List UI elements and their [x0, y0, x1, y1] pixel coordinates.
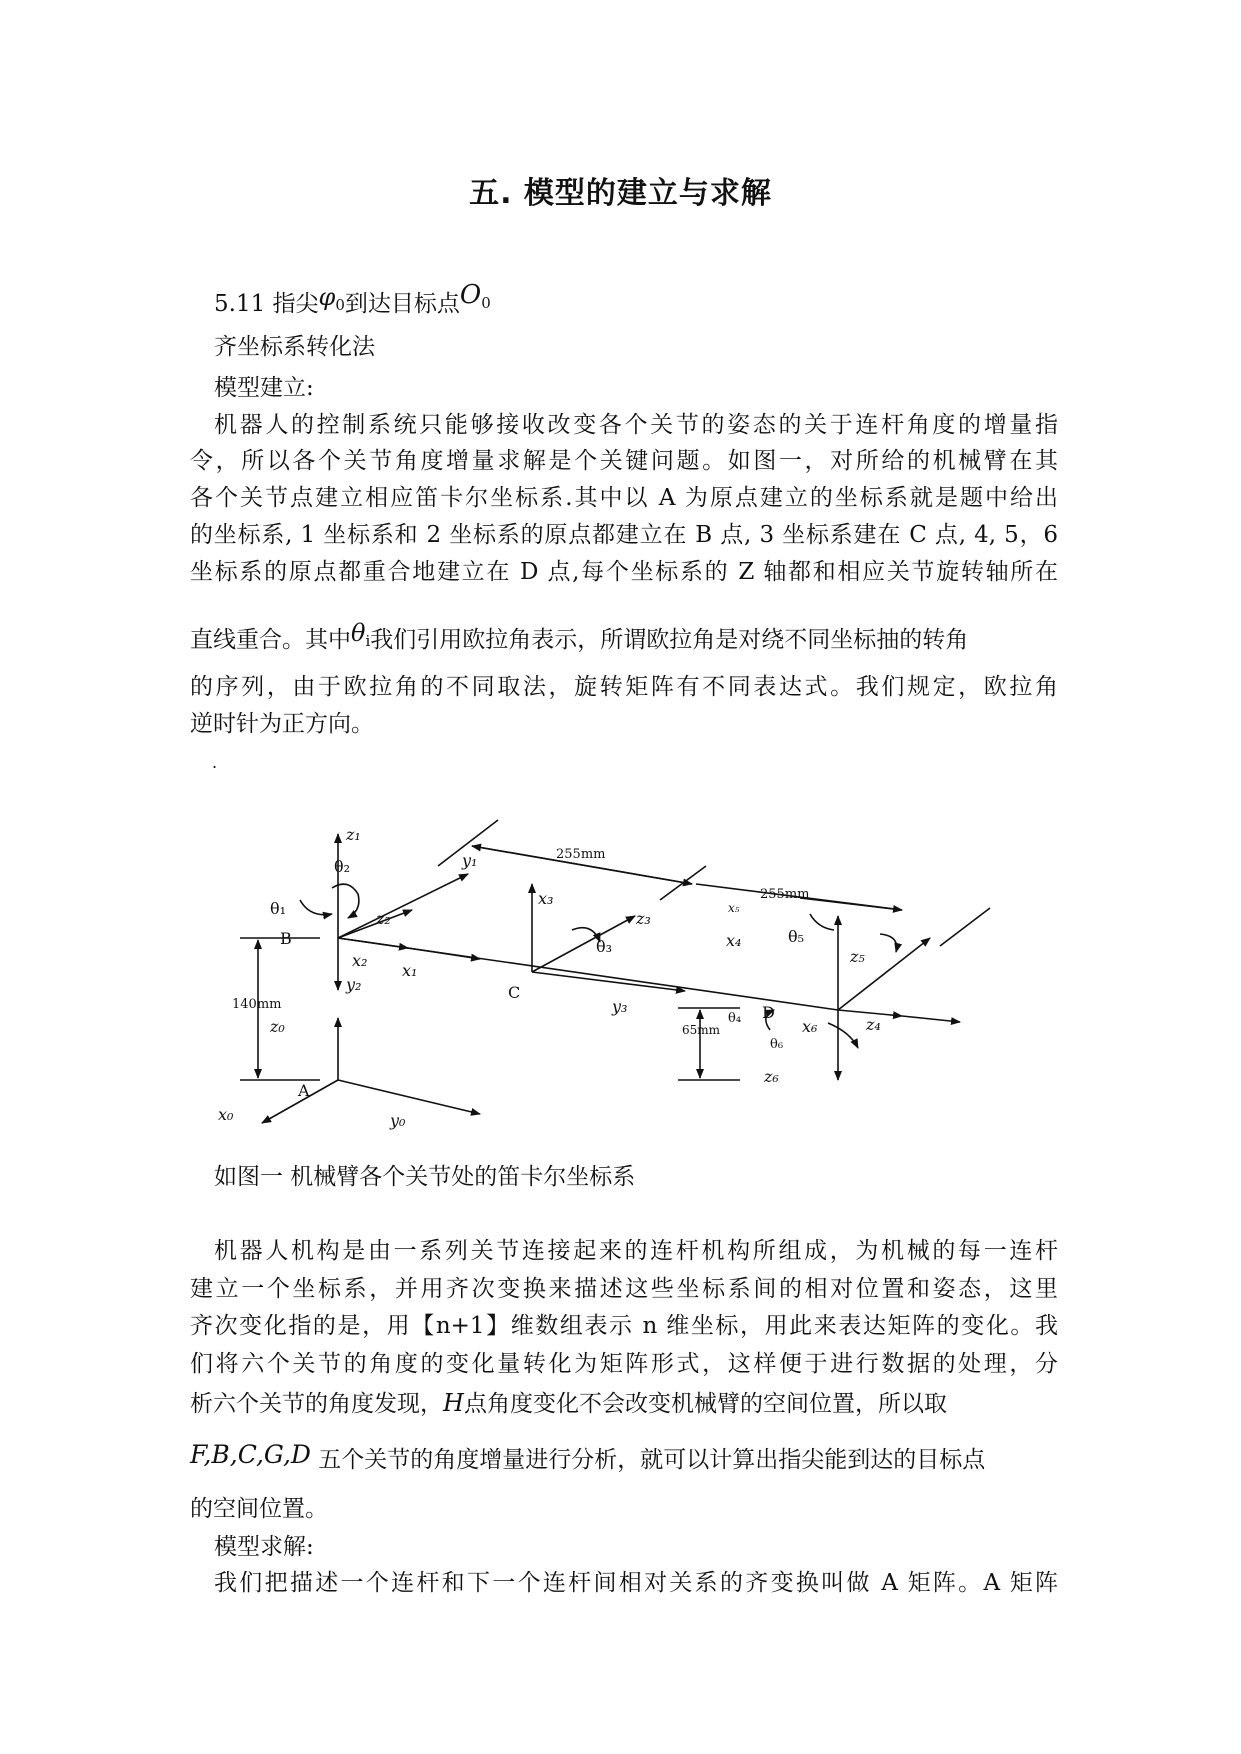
- y0-axis: [338, 1080, 480, 1114]
- theta2-arc: [332, 884, 359, 918]
- label-x5: x₅: [728, 901, 740, 915]
- para3-line1: 我们把描述一个连杆和下一个连杆间相对关系的齐变换叫做 A 矩阵。A 矩阵: [214, 1570, 1058, 1596]
- theta-symbol: $\theta_i$: [351, 619, 371, 650]
- section-heading: [214, 280, 491, 320]
- para2-line6: F,B,C,G,D 五个关节的角度增量进行分析，就可以计算出指尖能到达的目标点: [190, 1440, 986, 1473]
- para2-line1: 机器人机构是由一系列关节连接起来的连杆机构所组成，为机械的每一连杆: [214, 1238, 1058, 1264]
- label-theta4: θ₄: [728, 1011, 742, 1026]
- label-theta1: θ₁: [270, 899, 287, 918]
- z2-axis: [338, 910, 412, 938]
- para1-line6: 直线重合。其中$\theta_i$我们引用欧拉角表示，所谓欧拉角是对绕不同坐标抽的转角: [190, 619, 969, 653]
- theta5-arc: [880, 934, 897, 952]
- label-y2: y₂: [346, 975, 362, 994]
- label-z0: z₀: [270, 1017, 285, 1036]
- para2-line5: 析六个关节的角度发现，H点角度变化不会改变机械臂的空间位置，所以取: [190, 1389, 947, 1417]
- label-z4: z₄: [866, 1015, 881, 1034]
- para2-line7: 的空间位置。: [190, 1496, 328, 1522]
- z3-axis: [532, 916, 635, 972]
- label-z5: z₅: [850, 947, 865, 966]
- label-y0: y₀: [390, 1111, 406, 1130]
- label-z1: z₁: [346, 825, 361, 844]
- theta1-arc: [300, 900, 332, 915]
- para1-line5: 坐标系的原点都重合地建立在 D 点,每个坐标系的 Z 轴都和相应关节旋转轴所在: [190, 559, 1058, 585]
- h-symbol: H: [443, 1389, 464, 1417]
- y3-axis: [532, 972, 685, 991]
- label-dim-255-b: 255mm: [760, 887, 810, 902]
- para1-line1: 机器人的控制系统只能够接收改变各个关节的姿态的关于连杆角度的增量指: [214, 412, 1058, 438]
- label-x2: x₂: [352, 951, 368, 970]
- page-title: 五. 模型的建立与求解: [469, 176, 772, 211]
- label-theta2: θ₂: [334, 857, 351, 876]
- robot-arm-diagram: [218, 818, 1020, 1138]
- x1-axis: [408, 948, 480, 959]
- label-A: A: [298, 1081, 310, 1100]
- phi-symbol: $\varphi_0$: [318, 283, 345, 314]
- figure-caption: 如图一 机械臂各个关节处的笛卡尔坐标系: [214, 1164, 636, 1190]
- label-theta6: θ₆: [770, 1037, 784, 1052]
- para1-line3: 各个关节点建立相应笛卡尔坐标系.其中以 A 为原点建立的坐标系就是题中给出: [190, 485, 1058, 511]
- model-build-label: 模型建立:: [214, 375, 314, 401]
- label-z2: z₂: [376, 909, 391, 928]
- section-number: 5.11: [214, 291, 266, 317]
- para1-line8: 逆时针为正方向。: [190, 711, 374, 737]
- label-dim-255-a: 255mm: [556, 847, 606, 862]
- section-text-b: 到达目标点: [344, 291, 460, 317]
- x2-axis: [338, 938, 408, 948]
- z4-axis: [902, 1016, 960, 1022]
- method-name: 齐坐标系转化法: [214, 334, 375, 360]
- joint-list-math: F,B,C,G,D: [190, 1440, 311, 1469]
- para1-line7: 的序列，由于欧拉角的不同取法，旋转矩阵有不同表达式。我们规定，欧拉角: [190, 674, 1058, 700]
- label-B: B: [280, 929, 292, 948]
- label-x3: x₃: [538, 889, 554, 908]
- label-dim-140: 140mm: [232, 997, 282, 1012]
- label-C: C: [508, 983, 521, 1002]
- o-symbol: $O_0$: [459, 280, 491, 312]
- para2-line2: 建立一个坐标系，并用齐次变换来描述这些坐标系间的相对位置和姿态，这里: [190, 1276, 1058, 1302]
- label-D: D: [762, 1003, 775, 1022]
- stray-dot: .: [212, 753, 218, 772]
- para1-line2: 令，所以各个关节角度增量求解是个关键问题。如图一，对所给的机械臂在其: [190, 448, 1058, 474]
- para2-line4: 们将六个关节的角度的变化量转化为矩阵形式，这样便于进行数据的处理，分: [190, 1351, 1058, 1377]
- ext-line-3: [940, 908, 990, 946]
- label-dim-65: 65mm: [682, 1023, 721, 1037]
- label-z6: z₆: [764, 1067, 779, 1086]
- label-y1: y₁: [462, 851, 478, 870]
- label-x1: x₁: [402, 961, 418, 980]
- label-x0: x₀: [218, 1105, 234, 1124]
- label-x6: x₆: [802, 1017, 818, 1036]
- label-theta5: θ₅: [788, 927, 805, 946]
- section-text-a: 指尖: [272, 291, 319, 317]
- label-x4: x₄: [726, 931, 742, 950]
- label-z3: z₃: [636, 909, 651, 928]
- model-solve-label: 模型求解:: [214, 1534, 314, 1560]
- label-theta3: θ₃: [596, 937, 613, 956]
- label-y3: y₃: [612, 997, 628, 1016]
- para1-line4: 的坐标系, 1 坐标系和 2 坐标系的原点都建立在 B 点, 3 坐标系建在 C 点, 4, 5，6: [190, 522, 1058, 548]
- theta4-arc: [810, 914, 834, 930]
- para2-line3: 齐次变化指的是，用【n+1】维数组表示 n 维坐标，用此来表达矩阵的变化。我: [190, 1313, 1058, 1339]
